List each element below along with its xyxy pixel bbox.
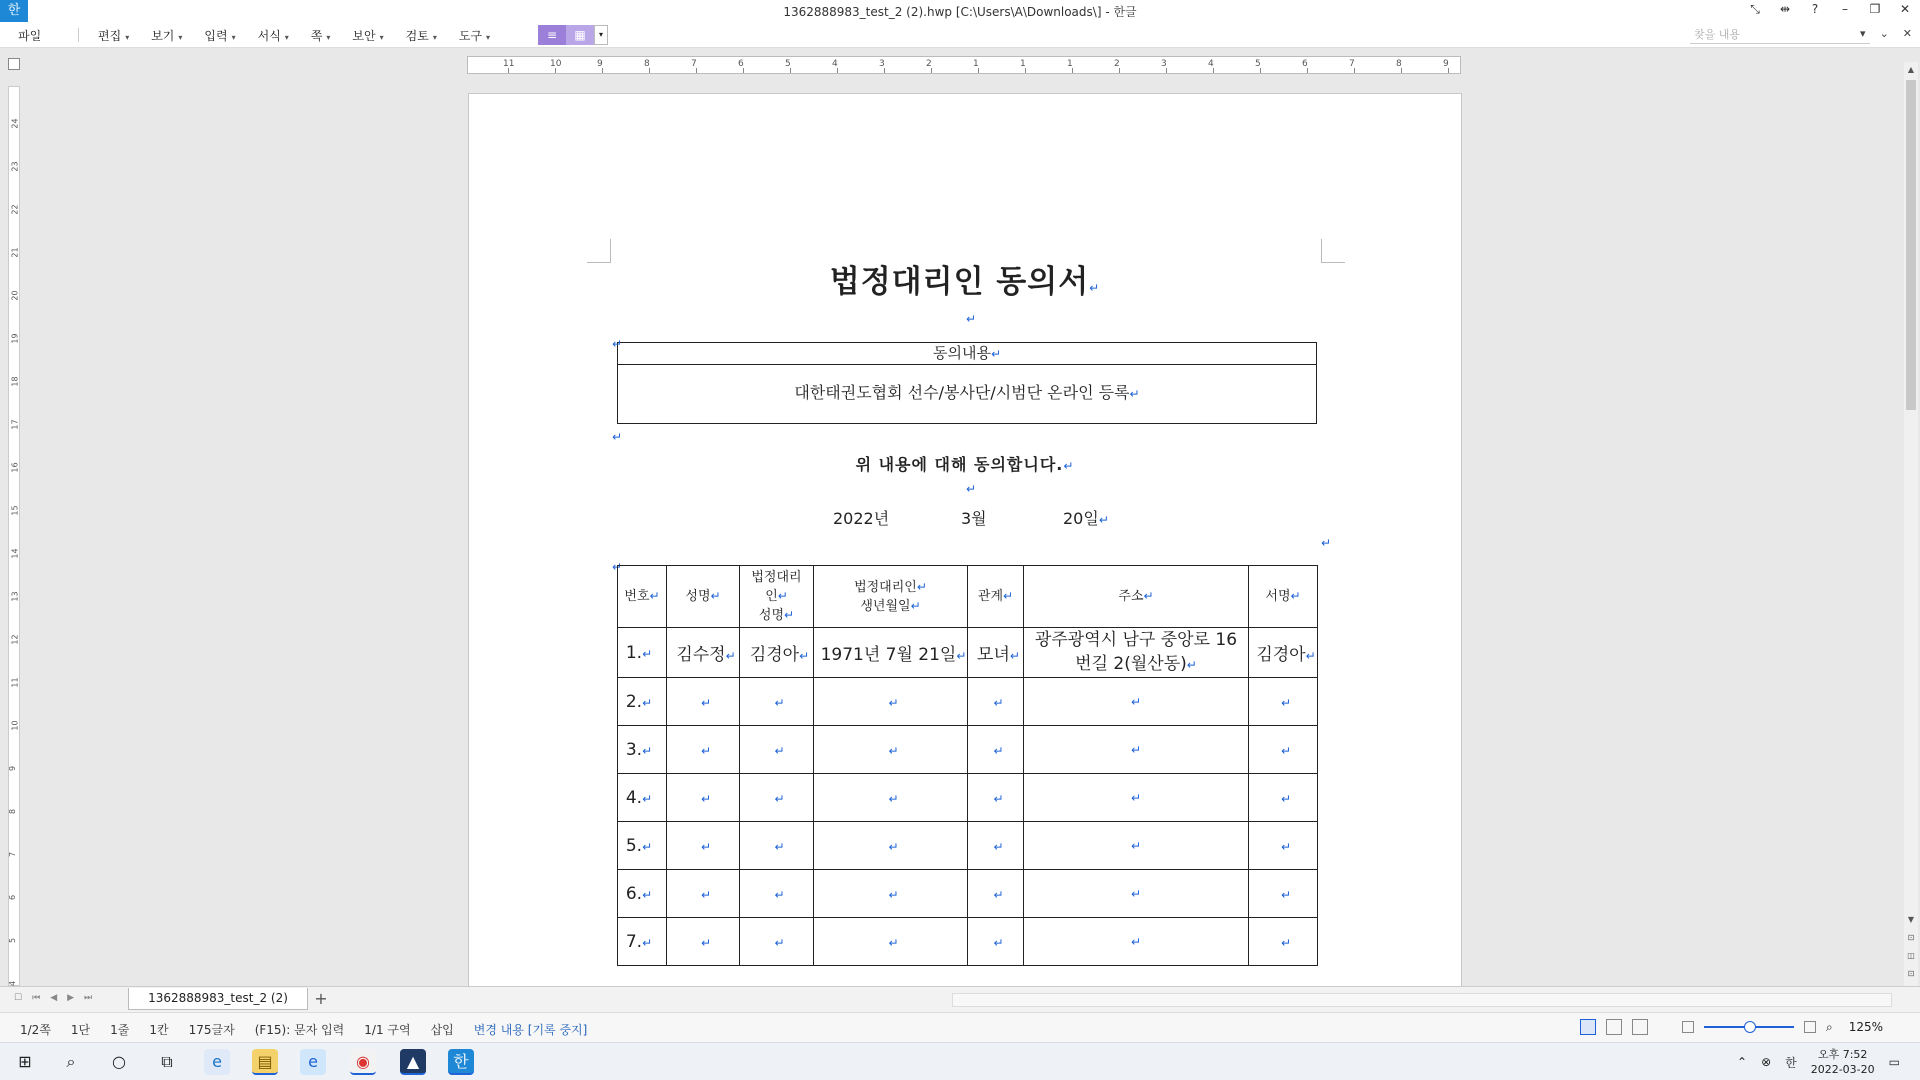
cell-signature[interactable]: ↵	[1249, 726, 1318, 774]
document-tab-bar	[0, 986, 1920, 1012]
ruler-label: 10	[10, 720, 20, 731]
header-address: 주소↵	[1024, 566, 1249, 628]
internet-explorer-icon[interactable]: e	[300, 1049, 326, 1075]
status-items	[20, 1021, 607, 1038]
header-guardian-birth: 법정대리인↵ 생년월일↵	[814, 566, 968, 628]
close-button[interactable]: ✕	[1899, 2, 1911, 16]
file-explorer-icon[interactable]: ▤	[252, 1049, 278, 1075]
cell-number[interactable]: 5.↵	[618, 822, 667, 870]
horizontal-scrollbar[interactable]	[952, 993, 1892, 1007]
zoom-search-icon[interactable]: ⌕	[1826, 1019, 1833, 1034]
status-section: 1/1 구역	[364, 1023, 411, 1037]
chevron-down-icon: ▾	[326, 33, 331, 42]
ruler-label: 5	[8, 937, 18, 944]
paragraph-mark: ↵	[966, 312, 977, 326]
ime-indicator[interactable]: 한	[1785, 1055, 1797, 1070]
status-col-pos: 1칸	[149, 1023, 169, 1037]
chevron-down-icon: ▾	[284, 33, 289, 42]
zoom-out-icon[interactable]	[1682, 1021, 1694, 1033]
ruler-label: 14	[10, 548, 20, 559]
cell-number[interactable]: 7.↵	[618, 918, 667, 966]
ruler-label: 4	[832, 59, 838, 69]
cell-guardian-name[interactable]: ↵	[740, 822, 814, 870]
zoom-level[interactable]: 125%	[1848, 1020, 1884, 1034]
table-row	[618, 918, 1318, 966]
task-view-icon[interactable]: ⧉	[161, 1052, 173, 1071]
ribbon-expand-icon[interactable]: ⌄	[1879, 27, 1889, 40]
ruler-label: 8	[644, 59, 650, 69]
fullscreen-icon[interactable]: ⤡	[1750, 2, 1760, 16]
search-dropdown-icon[interactable]: ▾	[1860, 27, 1866, 40]
horizontal-ruler[interactable]	[467, 56, 1461, 74]
paragraph-mark: ↵	[966, 482, 977, 496]
cell-number[interactable]: 3.↵	[618, 726, 667, 774]
paragraph-mark: ↵	[612, 430, 623, 444]
status-page[interactable]: 1/2쪽	[20, 1023, 51, 1037]
chevron-down-icon: ▾	[486, 33, 491, 42]
clock-date: 2022-03-20	[1810, 1063, 1875, 1076]
zoom-in-icon[interactable]	[1804, 1021, 1816, 1033]
status-char-count[interactable]: 175글자	[188, 1023, 235, 1037]
paragraph-mark: ↵	[612, 560, 623, 574]
cell-guardian-birth[interactable]: ↵	[814, 726, 968, 774]
scrollbar-thumb[interactable]	[1906, 80, 1916, 410]
cell-address[interactable]: ↵	[1024, 918, 1249, 966]
cell-number[interactable]: 2.↵	[618, 678, 667, 726]
next-tab-icon[interactable]: ▶	[67, 993, 75, 1003]
ruler-label: 5	[785, 59, 791, 69]
ruler-label: 17	[10, 419, 20, 430]
ruler-label: 11	[503, 59, 515, 69]
page-view-icon[interactable]	[1580, 1019, 1596, 1035]
cell-signature[interactable]: ↵	[1249, 822, 1318, 870]
restore-button[interactable]: ❐	[1869, 2, 1881, 16]
ruler-label: 2	[926, 59, 932, 69]
ruler-label: 4	[1208, 59, 1214, 69]
cell-signature[interactable]: 김경아↵	[1249, 628, 1318, 678]
vertical-scrollbar[interactable]	[1904, 62, 1918, 986]
cell-name[interactable]: ↵	[667, 870, 740, 918]
date-year: 2022년	[833, 509, 890, 528]
ruler-label: 22	[10, 204, 20, 215]
search-controls	[1860, 27, 1912, 40]
hangul-app-icon[interactable]: 한	[0, 0, 28, 22]
edge-browser-icon[interactable]: e	[204, 1049, 230, 1075]
cell-address[interactable]: 광주광역시 남구 중앙로 16번길 2(월산동)↵	[1024, 628, 1249, 678]
hangul-taskbar-icon[interactable]: 한	[448, 1049, 474, 1075]
status-bar	[0, 1012, 1920, 1042]
table-row	[618, 870, 1318, 918]
windows-start-icon[interactable]: ⊞	[18, 1052, 32, 1071]
cell-name[interactable]: ↵	[667, 774, 740, 822]
cell-guardian-name[interactable]: ↵	[740, 678, 814, 726]
windows-taskbar	[0, 1042, 1920, 1080]
date-month: 3월	[961, 509, 987, 528]
table-row	[618, 726, 1318, 774]
sheet-view-icon[interactable]: ☐	[14, 993, 23, 1003]
cell-signature[interactable]: ↵	[1249, 918, 1318, 966]
menu-tools[interactable]: 도구 ▾	[458, 29, 491, 43]
cell-signature[interactable]: ↵	[1249, 870, 1318, 918]
chevron-down-icon: ▾	[178, 33, 183, 42]
menu-edit[interactable]: 편집 ▾	[98, 29, 130, 43]
document-title: 법정대리인 동의서↵	[829, 264, 1101, 300]
cell-address[interactable]: ↵	[1024, 726, 1249, 774]
header-relation: 관계↵	[968, 566, 1024, 628]
chrome-icon[interactable]: ◉	[350, 1049, 376, 1075]
paragraph-mark: ↵	[1321, 536, 1332, 550]
status-input-mode[interactable]: (F15): 문자 입력	[254, 1023, 345, 1037]
zoom-slider-knob[interactable]	[1744, 1021, 1756, 1033]
menu-separator	[78, 28, 79, 42]
menu-review[interactable]: 검토 ▾	[405, 29, 437, 43]
ruler-label: 1	[973, 59, 979, 69]
system-tray	[1737, 1047, 1900, 1077]
consent-table	[617, 565, 1318, 966]
agree-header: 동의내용↵	[618, 343, 1316, 365]
cell-name[interactable]: ↵	[667, 918, 740, 966]
ruler-label: 15	[10, 505, 20, 516]
ruler-label: 24	[10, 118, 20, 129]
tab-navigation	[14, 993, 92, 1003]
ruler-label: 10	[550, 59, 562, 69]
style-toolbar	[538, 25, 608, 45]
cell-name[interactable]: ↵	[667, 678, 740, 726]
tab-document[interactable]: 1362888983_test_2 (2)	[128, 988, 308, 1010]
next-page-icon[interactable]: ⊡	[1907, 969, 1915, 978]
window-title: 1362888983_test_2 (2).hwp [C:\Users\A\Downloads\] - 한글	[783, 5, 1137, 19]
cell-relation[interactable]: ↵	[968, 678, 1024, 726]
cell-name[interactable]: ↵	[667, 726, 740, 774]
menu-security[interactable]: 보안 ▾	[352, 29, 384, 43]
ruler-label: 3	[1161, 59, 1167, 69]
prev-tab-icon[interactable]: ◀	[50, 993, 58, 1003]
table-row	[618, 628, 1318, 678]
ruler-label: 8	[1396, 59, 1402, 69]
split-view-icon[interactable]: ⇹	[1779, 2, 1791, 16]
ruler-label: 3	[879, 59, 885, 69]
view-controls	[1580, 1019, 1883, 1035]
cell-relation[interactable]: ↵	[968, 726, 1024, 774]
grid-style-icon[interactable]: ▦	[566, 25, 594, 45]
ruler-label: 12	[10, 634, 20, 645]
ruler-label: 6	[1302, 59, 1308, 69]
search-icon[interactable]: ⌕	[66, 1052, 76, 1071]
consent-statement: 위 내용에 대해 동의합니다.↵	[855, 455, 1075, 474]
date-day: 20일↵	[1063, 509, 1109, 528]
cell-guardian-birth[interactable]: ↵	[814, 678, 968, 726]
text-style-icon[interactable]: ≡	[538, 25, 566, 45]
full-view-icon[interactable]	[1632, 1019, 1648, 1035]
cell-guardian-name[interactable]: ↵	[740, 774, 814, 822]
cortana-icon[interactable]: ○	[112, 1052, 126, 1071]
vertical-ruler[interactable]	[8, 86, 20, 986]
ruler-label: 13	[10, 591, 20, 602]
cell-address[interactable]: ↵	[1024, 822, 1249, 870]
last-tab-icon[interactable]: ⏭	[84, 993, 93, 1003]
cell-guardian-birth[interactable]: ↵	[814, 774, 968, 822]
scroll-down-icon[interactable]: ▼	[1907, 915, 1915, 924]
cell-signature[interactable]: ↵	[1249, 678, 1318, 726]
menu-items	[98, 27, 512, 44]
ruler-label: 19	[10, 333, 20, 344]
cell-relation[interactable]: ↵	[968, 870, 1024, 918]
chevron-down-icon: ▾	[379, 33, 384, 42]
menu-page[interactable]: 쪽 ▾	[310, 29, 331, 43]
status-line: 1줄	[110, 1023, 130, 1037]
clock-time: 오후 7:52	[1817, 1048, 1868, 1061]
cell-guardian-birth[interactable]: ↵	[814, 822, 968, 870]
add-tab-button[interactable]: +	[314, 989, 328, 1008]
status-column: 1단	[70, 1023, 91, 1037]
cell-signature[interactable]: ↵	[1249, 774, 1318, 822]
photos-icon[interactable]: ▲	[400, 1049, 426, 1075]
tray-chevron-icon[interactable]: ⌃	[1737, 1055, 1748, 1069]
ruler-label: 9	[8, 765, 18, 772]
ruler-label: 6	[8, 894, 18, 901]
ruler-label: 8	[8, 808, 18, 815]
ruler-label: 7	[1349, 59, 1355, 69]
status-insert-mode[interactable]: 삽입	[430, 1023, 454, 1037]
help-icon[interactable]: ?	[1811, 2, 1819, 16]
ruler-corner-button[interactable]	[8, 58, 20, 70]
cell-number[interactable]: 4.↵	[618, 774, 667, 822]
chevron-down-icon: ▾	[125, 33, 130, 42]
ruler-label: 11	[10, 677, 20, 688]
cell-relation[interactable]: ↵	[968, 822, 1024, 870]
prev-page-icon[interactable]: ⊡	[1907, 933, 1915, 942]
ruler-label: 20	[10, 290, 20, 301]
network-icon[interactable]: ⊗	[1761, 1055, 1772, 1069]
menu-bar	[0, 22, 1920, 48]
ruler-label: 4	[8, 980, 18, 987]
ruler-label: 7	[691, 59, 697, 69]
notification-icon[interactable]: ▭	[1888, 1055, 1900, 1069]
agree-body: 대한태권도협회 선수/봉사단/시범단 온라인 등록↵	[794, 383, 1140, 402]
cell-address[interactable]: ↵	[1024, 774, 1249, 822]
cell-number[interactable]: 1.↵	[618, 628, 667, 678]
cell-guardian-birth[interactable]: ↵	[814, 870, 968, 918]
width-view-icon[interactable]	[1606, 1019, 1622, 1035]
style-dropdown-icon[interactable]: ▾	[594, 25, 608, 45]
header-name: 성명↵	[667, 566, 740, 628]
table-row	[618, 678, 1318, 726]
cell-relation[interactable]: 모녀↵	[968, 628, 1024, 678]
ruler-label: 1	[1067, 59, 1073, 69]
ruler-label: 9	[597, 59, 603, 69]
table-row	[618, 822, 1318, 870]
status-track-changes[interactable]: 변경 내용 [기록 중지]	[473, 1023, 588, 1037]
cell-relation[interactable]: ↵	[968, 918, 1024, 966]
header-guardian-name: 법정대리 인↵ 성명↵	[740, 566, 814, 628]
title-bar	[0, 0, 1920, 22]
header-number: 번호↵	[618, 566, 667, 628]
ruler-label: 2	[1114, 59, 1120, 69]
ruler-label: 6	[738, 59, 744, 69]
ruler-label: 23	[10, 161, 20, 172]
menu-file[interactable]: 파일	[18, 29, 42, 43]
menu-view[interactable]: 보기 ▾	[151, 29, 183, 43]
cell-guardian-name[interactable]: ↵	[740, 918, 814, 966]
ruler-label: 16	[10, 462, 20, 473]
ruler-label: 9	[1443, 59, 1449, 69]
cell-name[interactable]: 김수정↵	[667, 628, 740, 678]
minimize-button[interactable]: –	[1842, 2, 1848, 16]
header-signature: 서명↵	[1249, 566, 1318, 628]
agree-content-box	[617, 342, 1317, 424]
scroll-up-icon[interactable]: ▲	[1907, 65, 1915, 74]
clock[interactable]	[1811, 1047, 1875, 1077]
cell-guardian-birth[interactable]: ↵	[814, 918, 968, 966]
ruler-label: 5	[1255, 59, 1261, 69]
first-tab-icon[interactable]: ⏮	[32, 993, 41, 1003]
table-header-row	[618, 566, 1318, 628]
cell-address[interactable]: ↵	[1024, 870, 1249, 918]
zoom-slider[interactable]	[1704, 1026, 1794, 1028]
chevron-down-icon: ▾	[432, 33, 437, 42]
close-doc-icon[interactable]: ✕	[1902, 27, 1912, 40]
cell-guardian-name[interactable]: ↵	[740, 870, 814, 918]
ruler-label: 18	[10, 376, 20, 387]
cell-guardian-name[interactable]: ↵	[740, 726, 814, 774]
ruler-label: 7	[8, 851, 18, 858]
paragraph-mark: ↵	[612, 337, 623, 351]
ruler-label: 21	[10, 247, 20, 258]
table-row	[618, 774, 1318, 822]
chevron-down-icon: ▾	[231, 33, 236, 42]
cell-guardian-birth[interactable]: 1971년 7월 21일↵	[814, 628, 968, 678]
cell-name[interactable]: ↵	[667, 822, 740, 870]
document-page[interactable]	[468, 93, 1462, 993]
menu-insert[interactable]: 입력 ▾	[204, 29, 236, 43]
cell-address[interactable]: ↵	[1024, 678, 1249, 726]
page-select-icon[interactable]: ◫	[1907, 951, 1915, 960]
ruler-label: 1	[1020, 59, 1026, 69]
cell-relation[interactable]: ↵	[968, 774, 1024, 822]
search-input[interactable]: 찾을 내용	[1690, 26, 1870, 44]
cell-guardian-name[interactable]: 김경아↵	[740, 628, 814, 678]
window-controls	[1748, 2, 1912, 17]
menu-format[interactable]: 서식 ▾	[257, 29, 289, 43]
cell-number[interactable]: 6.↵	[618, 870, 667, 918]
